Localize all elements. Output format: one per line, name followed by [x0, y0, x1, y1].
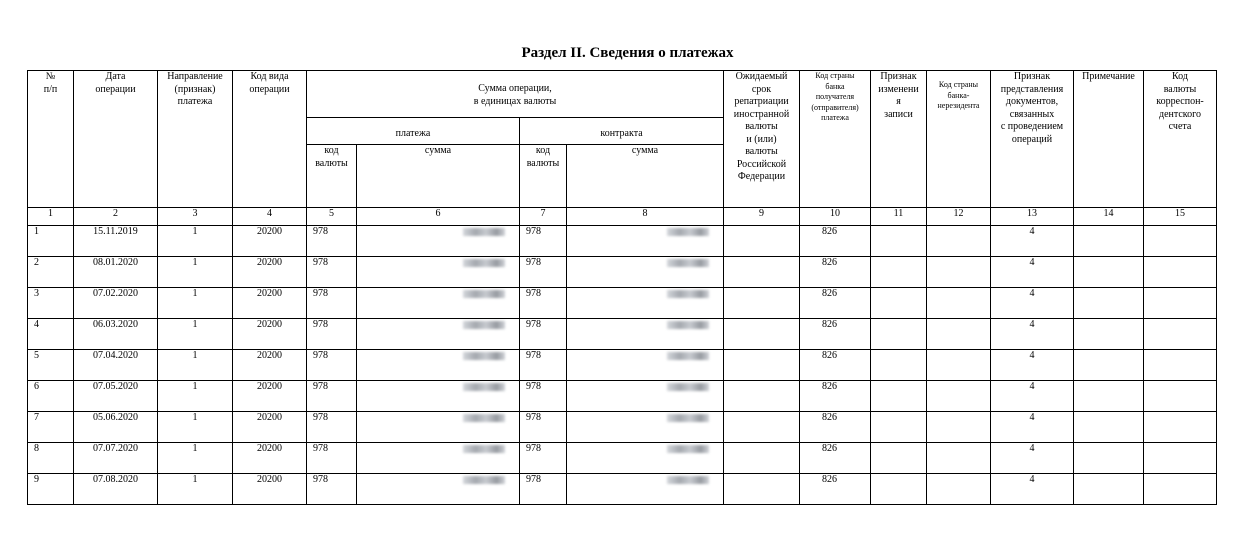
header-note: Примечание	[1074, 71, 1144, 208]
cell-date: 07.07.2020	[74, 443, 158, 474]
cell-operation-kind: 20200	[233, 350, 307, 381]
cell-correspondent-currency	[1144, 474, 1217, 505]
redacted-amount-icon	[463, 445, 505, 453]
cell-nonresident-country	[927, 288, 991, 319]
cell-correspondent-currency	[1144, 257, 1217, 288]
cell-payment-amount	[357, 288, 520, 319]
cell-contract-currency: 978	[520, 350, 567, 381]
redacted-amount-icon	[463, 228, 505, 236]
column-number: 13	[991, 208, 1074, 226]
cell-repatriation-term	[724, 412, 800, 443]
cell-correspondent-currency	[1144, 288, 1217, 319]
header-payment-amount: сумма	[357, 145, 520, 208]
cell-direction: 1	[158, 226, 233, 257]
header-payment: платежа	[307, 118, 520, 145]
header-record-change-flag: Признак изменени я записи	[871, 71, 927, 208]
cell-date: 07.02.2020	[74, 288, 158, 319]
cell-nonresident-country	[927, 443, 991, 474]
cell-direction: 1	[158, 288, 233, 319]
cell-operation-kind: 20200	[233, 319, 307, 350]
cell-bank-country: 826	[800, 412, 871, 443]
column-number: 8	[567, 208, 724, 226]
cell-payment-currency: 978	[307, 226, 357, 257]
cell-change-flag	[871, 257, 927, 288]
column-number: 4	[233, 208, 307, 226]
cell-payment-currency: 978	[307, 288, 357, 319]
cell-documents-flag: 4	[991, 257, 1074, 288]
cell-contract-currency: 978	[520, 226, 567, 257]
column-number: 2	[74, 208, 158, 226]
section-title: Раздел II. Сведения о платежах	[521, 45, 734, 61]
header-correspondent-currency: Код валюты корреспон- дентского счета	[1144, 71, 1217, 208]
cell-repatriation-term	[724, 288, 800, 319]
cell-payment-currency: 978	[307, 350, 357, 381]
cell-date: 05.06.2020	[74, 412, 158, 443]
cell-date: 08.01.2020	[74, 257, 158, 288]
cell-number: 4	[28, 319, 74, 350]
cell-direction: 1	[158, 257, 233, 288]
cell-direction: 1	[158, 381, 233, 412]
cell-date: 15.11.2019	[74, 226, 158, 257]
cell-payment-currency: 978	[307, 381, 357, 412]
cell-documents-flag: 4	[991, 412, 1074, 443]
cell-correspondent-currency	[1144, 319, 1217, 350]
redacted-amount-icon	[667, 321, 709, 329]
cell-contract-amount	[567, 288, 724, 319]
cell-bank-country: 826	[800, 319, 871, 350]
cell-change-flag	[871, 319, 927, 350]
header-direction: Направление (признак) платежа	[158, 71, 233, 208]
cell-change-flag	[871, 226, 927, 257]
cell-direction: 1	[158, 443, 233, 474]
cell-contract-amount	[567, 319, 724, 350]
cell-correspondent-currency	[1144, 381, 1217, 412]
cell-number: 9	[28, 474, 74, 505]
redacted-amount-icon	[667, 414, 709, 422]
cell-documents-flag: 4	[991, 474, 1074, 505]
cell-change-flag	[871, 350, 927, 381]
cell-contract-amount	[567, 474, 724, 505]
table-row	[28, 350, 1217, 381]
cell-payment-amount	[357, 381, 520, 412]
cell-contract-currency: 978	[520, 381, 567, 412]
cell-date: 07.04.2020	[74, 350, 158, 381]
cell-change-flag	[871, 443, 927, 474]
cell-repatriation-term	[724, 350, 800, 381]
header-documents-flag: Признак представления документов, связанных с проведением операций	[991, 71, 1074, 208]
table-row	[28, 319, 1217, 350]
cell-contract-amount	[567, 257, 724, 288]
cell-direction: 1	[158, 474, 233, 505]
cell-nonresident-country	[927, 350, 991, 381]
cell-documents-flag: 4	[991, 226, 1074, 257]
column-number: 1	[28, 208, 74, 226]
cell-contract-amount	[567, 350, 724, 381]
cell-bank-country: 826	[800, 474, 871, 505]
cell-note	[1074, 443, 1144, 474]
cell-contract-currency: 978	[520, 288, 567, 319]
header-number: № п/п	[28, 71, 74, 208]
redacted-amount-icon	[667, 259, 709, 267]
redacted-amount-icon	[463, 414, 505, 422]
cell-number: 3	[28, 288, 74, 319]
cell-contract-amount	[567, 443, 724, 474]
cell-payment-amount	[357, 226, 520, 257]
cell-documents-flag: 4	[991, 288, 1074, 319]
header-date: Дата операции	[74, 71, 158, 208]
cell-operation-kind: 20200	[233, 443, 307, 474]
cell-nonresident-country	[927, 257, 991, 288]
cell-date: 06.03.2020	[74, 319, 158, 350]
redacted-amount-icon	[463, 259, 505, 267]
cell-change-flag	[871, 288, 927, 319]
cell-payment-amount	[357, 257, 520, 288]
cell-correspondent-currency	[1144, 226, 1217, 257]
cell-payment-amount	[357, 443, 520, 474]
cell-documents-flag: 4	[991, 350, 1074, 381]
cell-change-flag	[871, 412, 927, 443]
redacted-amount-icon	[463, 383, 505, 391]
cell-direction: 1	[158, 319, 233, 350]
redacted-amount-icon	[667, 383, 709, 391]
cell-note	[1074, 226, 1144, 257]
redacted-amount-icon	[463, 352, 505, 360]
table-row	[28, 288, 1217, 319]
cell-contract-amount	[567, 412, 724, 443]
cell-date: 07.08.2020	[74, 474, 158, 505]
cell-documents-flag: 4	[991, 319, 1074, 350]
cell-nonresident-country	[927, 412, 991, 443]
cell-payment-amount	[357, 350, 520, 381]
cell-contract-amount	[567, 381, 724, 412]
cell-operation-kind: 20200	[233, 226, 307, 257]
column-number: 7	[520, 208, 567, 226]
redacted-amount-icon	[667, 445, 709, 453]
column-number: 10	[800, 208, 871, 226]
header-nonresident-bank-country: Код страны банка- нерезидента	[927, 71, 991, 208]
cell-correspondent-currency	[1144, 412, 1217, 443]
cell-contract-currency: 978	[520, 257, 567, 288]
redacted-amount-icon	[667, 290, 709, 298]
cell-operation-kind: 20200	[233, 381, 307, 412]
cell-nonresident-country	[927, 319, 991, 350]
cell-contract-currency: 978	[520, 412, 567, 443]
cell-payment-currency: 978	[307, 319, 357, 350]
table-row	[28, 412, 1217, 443]
cell-bank-country: 826	[800, 226, 871, 257]
column-number: 9	[724, 208, 800, 226]
cell-change-flag	[871, 381, 927, 412]
cell-repatriation-term	[724, 257, 800, 288]
table-row	[28, 381, 1217, 412]
table-row	[28, 257, 1217, 288]
cell-bank-country: 826	[800, 443, 871, 474]
header-operation-sum: Сумма операции, в единицах валюты	[307, 71, 724, 118]
cell-repatriation-term	[724, 226, 800, 257]
cell-note	[1074, 319, 1144, 350]
cell-contract-currency: 978	[520, 474, 567, 505]
cell-operation-kind: 20200	[233, 257, 307, 288]
redacted-amount-icon	[667, 228, 709, 236]
cell-contract-currency: 978	[520, 319, 567, 350]
cell-note	[1074, 381, 1144, 412]
column-number: 3	[158, 208, 233, 226]
cell-note	[1074, 474, 1144, 505]
column-number: 11	[871, 208, 927, 226]
header-payment-currency-code: код валюты	[307, 145, 357, 208]
redacted-amount-icon	[667, 352, 709, 360]
cell-number: 5	[28, 350, 74, 381]
cell-payment-currency: 978	[307, 412, 357, 443]
cell-nonresident-country	[927, 381, 991, 412]
cell-number: 6	[28, 381, 74, 412]
redacted-amount-icon	[463, 321, 505, 329]
cell-payment-currency: 978	[307, 474, 357, 505]
table-row	[28, 226, 1217, 257]
cell-repatriation-term	[724, 443, 800, 474]
header-repatriation-term: Ожидаемый срок репатриации иностранной валюты и (или) валюты Российской Федерации	[724, 71, 800, 208]
cell-direction: 1	[158, 350, 233, 381]
cell-nonresident-country	[927, 474, 991, 505]
table-row	[28, 474, 1217, 505]
redacted-amount-icon	[463, 476, 505, 484]
cell-payment-amount	[357, 412, 520, 443]
header-contract-amount: сумма	[567, 145, 724, 208]
cell-contract-amount	[567, 226, 724, 257]
cell-direction: 1	[158, 412, 233, 443]
table-row	[28, 443, 1217, 474]
column-number: 15	[1144, 208, 1217, 226]
cell-note	[1074, 412, 1144, 443]
redacted-amount-icon	[463, 290, 505, 298]
cell-note	[1074, 288, 1144, 319]
cell-repatriation-term	[724, 381, 800, 412]
cell-operation-kind: 20200	[233, 288, 307, 319]
cell-note	[1074, 257, 1144, 288]
cell-payment-currency: 978	[307, 443, 357, 474]
column-number: 14	[1074, 208, 1144, 226]
cell-number: 8	[28, 443, 74, 474]
cell-documents-flag: 4	[991, 381, 1074, 412]
cell-number: 7	[28, 412, 74, 443]
cell-change-flag	[871, 474, 927, 505]
column-number: 6	[357, 208, 520, 226]
cell-number: 2	[28, 257, 74, 288]
cell-repatriation-term	[724, 319, 800, 350]
cell-number: 1	[28, 226, 74, 257]
cell-documents-flag: 4	[991, 443, 1074, 474]
cell-payment-amount	[357, 319, 520, 350]
cell-bank-country: 826	[800, 257, 871, 288]
cell-note	[1074, 350, 1144, 381]
redacted-amount-icon	[667, 476, 709, 484]
column-number: 12	[927, 208, 991, 226]
cell-bank-country: 826	[800, 288, 871, 319]
header-recipient-bank-country: Код страны банка получателя (отправителя) платежа	[800, 71, 871, 208]
cell-contract-currency: 978	[520, 443, 567, 474]
payments-table	[27, 70, 1217, 505]
cell-payment-amount	[357, 474, 520, 505]
cell-repatriation-term	[724, 474, 800, 505]
cell-correspondent-currency	[1144, 443, 1217, 474]
header-operation-kind: Код вида операции	[233, 71, 307, 208]
cell-bank-country: 826	[800, 350, 871, 381]
cell-nonresident-country	[927, 226, 991, 257]
column-number: 5	[307, 208, 357, 226]
header-contract: контракта	[520, 118, 724, 145]
cell-correspondent-currency	[1144, 350, 1217, 381]
cell-date: 07.05.2020	[74, 381, 158, 412]
header-contract-currency-code: код валюты	[520, 145, 567, 208]
cell-payment-currency: 978	[307, 257, 357, 288]
cell-operation-kind: 20200	[233, 412, 307, 443]
cell-bank-country: 826	[800, 381, 871, 412]
cell-operation-kind: 20200	[233, 474, 307, 505]
